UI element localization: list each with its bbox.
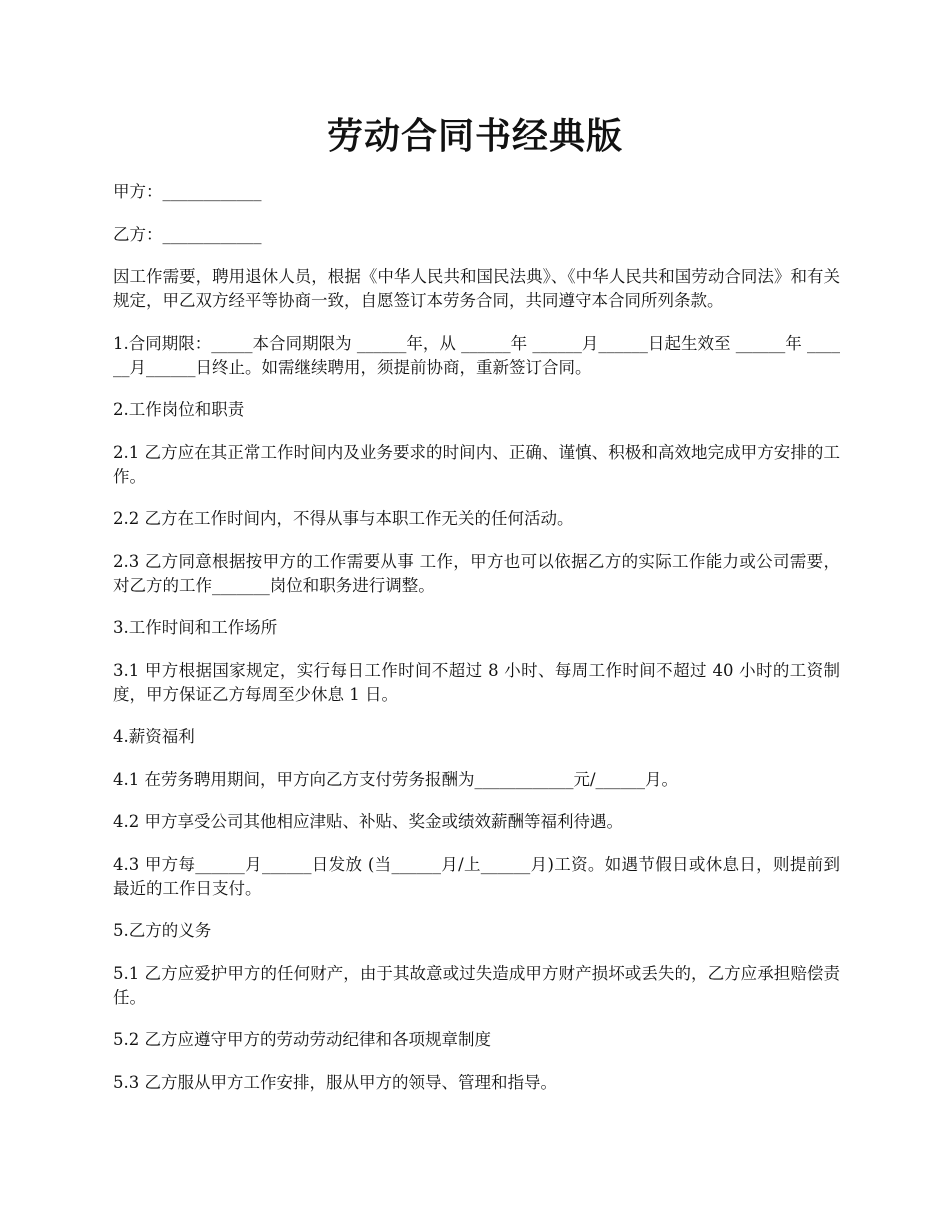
document-body (113, 180, 840, 1113)
clause-5-3: 5.3 乙方服从甲方工作安排，服从甲方的领导、管理和指导。 (113, 1072, 557, 1092)
clause-1-term: 1.合同期限：_____本合同期限为 ______年，从 ______年 ______月______日起生效至 ______年 ______月______日终止。如需继续聘用，须提前协商，重新签订合同。 (113, 333, 840, 377)
section-5-heading: 5.乙方的义务 (113, 921, 212, 940)
clause-5-2: 5.2 乙方应遵守甲方的劳动劳动纪律和各项规章制度 (113, 1030, 491, 1049)
clause-4-3: 4.3 甲方每______月______日发放 (当______月/上______月)工资。如遇节假日或休息日，则提前到最近的工作日支付。 (113, 854, 840, 898)
clause-3-1: 3.1 甲方根据国家规定，实行每日工作时间不超过 8 小时、每周工作时间不超过 40 小时的工资制度，甲方保证乙方每周至少休息 1 日。 (113, 660, 840, 704)
clause-2-1: 2.1 乙方应在其正常工作时间内及业务要求的时间内、正确、谨慎、积极和高效地完成甲方安排的工作。 (113, 442, 840, 486)
clause-5-1: 5.1 乙方应爱护甲方的任何财产，由于其故意或过失造成甲方财产损坏或丢失的，乙方应承担赔偿责任。 (113, 963, 840, 1007)
clause-4-1: 4.1 在劳务聘用期间，甲方向乙方支付劳务报酬为____________元/______月。 (113, 769, 679, 789)
party-a-line: 甲方：____________ (113, 182, 262, 201)
party-b-line: 乙方：____________ (113, 224, 262, 244)
document-title: 劳动合同书经典版 (326, 115, 623, 157)
section-4-heading: 4.薪资福利 (113, 727, 195, 746)
preamble-paragraph: 因工作需要，聘用退休人员，根据《中华人民共和国民法典》、《中华人民共和国劳动合同法》和有关规定，甲乙双方经平等协商一致，自愿签订本劳务合同，共同遵守本合同所列条款。 (113, 267, 840, 310)
clause-2-3: 2.3 乙方同意根据按甲方的工作需要从事 工作，甲方也可以依据乙方的实际工作能力或公司需要，对乙方的工作_______岗位和职务进行调整。 (113, 551, 840, 595)
section-3-heading: 3.工作时间和工作场所 (113, 618, 278, 637)
clause-4-2: 4.2 甲方享受公司其他相应津贴、补贴、奖金或绩效薪酬等福利待遇。 (113, 812, 623, 831)
section-2-heading: 2.工作岗位和职责 (113, 400, 245, 419)
clause-2-2: 2.2 乙方在工作时间内，不得从事与本职工作无关的任何活动。 (113, 509, 574, 528)
